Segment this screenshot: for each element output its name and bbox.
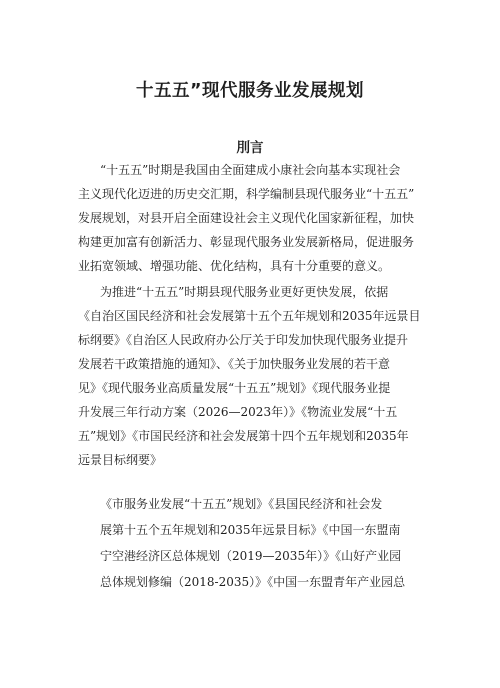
text-line: 总体规划修编（2018-2035）》《中国一东盟青年产业园总: [100, 575, 406, 589]
text-line: 构建更加富有创新活力、彰显现代服务业发展新格局，促进服务: [78, 235, 415, 249]
text-line: “十五五”时期是我国由全面建成小康社会向基本实现社会: [100, 163, 401, 177]
text-line: 业拓宽领域、增强功能、优化结构，具有十分重要的意义。: [78, 259, 391, 273]
text-line: 《市服务业发展“十五五”规划》《县国民经济和社会发: [100, 497, 383, 511]
text-line: 为推进“十五五”时期县现代服务业更好更快发展，依据: [100, 285, 389, 299]
text-line: 远景目标纲要》: [78, 453, 163, 467]
text-line: 《自治区国民经济和社会发展第十五个五年规划和2035年远景目: [78, 309, 421, 323]
text-line: 发展规划，对县开启全面建设社会主义现代化国家新征程，加快: [78, 211, 415, 225]
text-line: 主义现代化迈进的历史交汇期，科学编制县现代服务业“十五五”: [78, 187, 415, 201]
text-line: 见》《现代服务业高质量发展“十五五”规划》《现代服务业提: [78, 381, 391, 395]
text-line: 展第十五个五年规划和2035年远景目标》《中国一东盟南: [100, 523, 401, 537]
text-line: 标纲要》《自治区人民政府办公厅关于印发加快现代服务业提升: [78, 333, 409, 347]
text-line: 发展若干政策措施的通知》、《关于加快服务业发展的若干意: [78, 357, 391, 371]
preface-heading: 刖言: [236, 140, 264, 156]
text-line: 宁空港经济区总体规划（2019—2035年）》《山好产业园: [100, 549, 402, 563]
text-line: 五”规划》《市国民经济和社会发展第十四个五年规划和2035年: [78, 429, 409, 443]
page-title: 十五五”现代服务业发展规划: [135, 81, 364, 101]
text-line: 升发展三年行动方案（2026—2023年）》《物流业发展“十五: [78, 405, 398, 419]
